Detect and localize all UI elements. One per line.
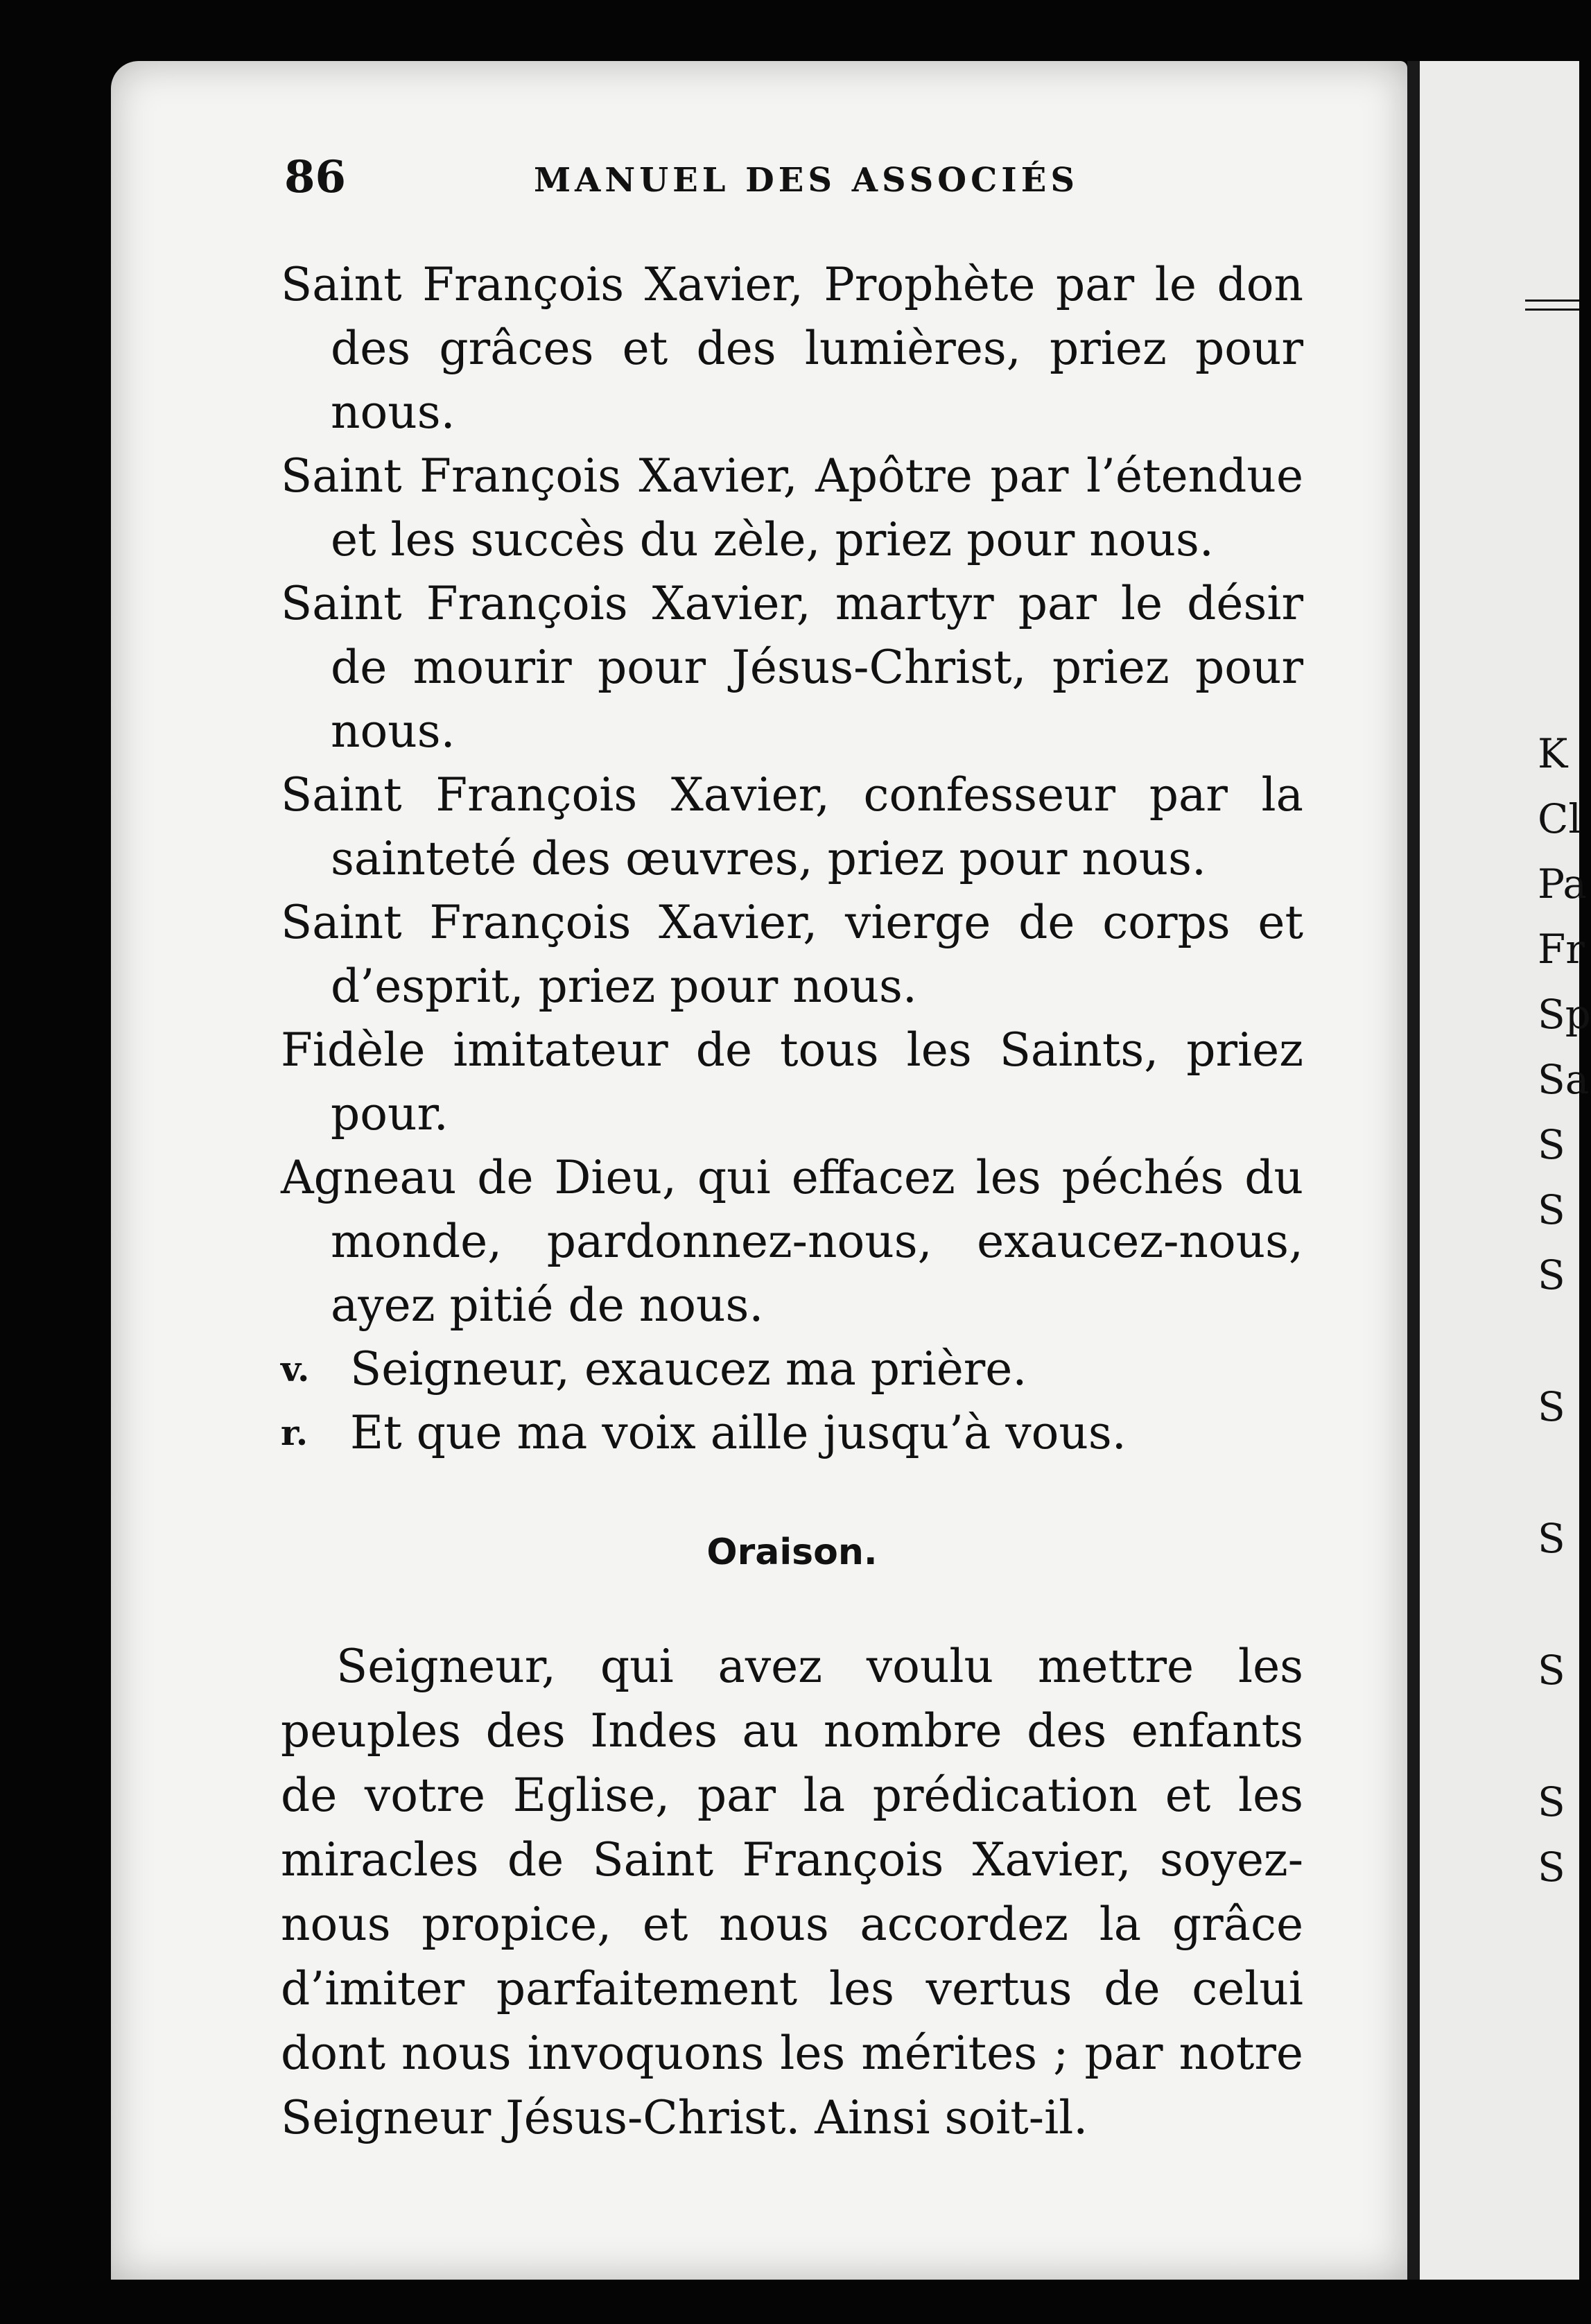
facing-fragment: S bbox=[1538, 1383, 1565, 1430]
facing-fragment: S bbox=[1538, 1251, 1565, 1299]
running-head: MANUEL DES ASSOCIÉS bbox=[534, 161, 1079, 200]
facing-page-rule bbox=[1525, 300, 1579, 311]
litany-invocation: Saint François Xavier, martyr par le désir de mourir pour Jésus-Christ, priez pour nous. bbox=[281, 577, 1303, 758]
section-title: Oraison. bbox=[706, 1532, 878, 1573]
litany-invocation: Fidèle imitateur de tous les Saints, priez pour. bbox=[281, 1023, 1303, 1141]
facing-fragment: S bbox=[1538, 1647, 1565, 1694]
facing-page-fragments bbox=[1538, 721, 1591, 1966]
response-mark: r. bbox=[281, 1412, 308, 1453]
litany-invocation: Saint François Xavier, confesseur par la sainteté des œuvres, priez pour nous. bbox=[281, 768, 1303, 885]
versicle bbox=[281, 1337, 1303, 1401]
page-number: 86 bbox=[284, 151, 347, 203]
facing-fragment: Sa bbox=[1538, 1056, 1590, 1103]
facing-fragment: Pa bbox=[1538, 860, 1587, 908]
versicle-text: Seigneur, exaucez ma prière. bbox=[350, 1342, 1027, 1396]
facing-fragment: S bbox=[1538, 1515, 1565, 1562]
book-gutter bbox=[1407, 61, 1420, 2280]
facing-fragment: S bbox=[1538, 1778, 1565, 1826]
response-text: Et que ma voix aille jusqu’à vous. bbox=[350, 1406, 1127, 1459]
litany-invocation: Saint François Xavier, Prophète par le don des grâces et des lumières, priez pour nous. bbox=[281, 258, 1303, 439]
prayer-paragraph: Seigneur, qui avez voulu mettre les peuples des Indes au nombre des enfants de votre Eglise, par la prédication et les miracles de Saint François Xavier, soyez-nous propice, et nous accordez la grâce d’imiter parfaitement les vertus de celui dont nous invoquons les mérites ; par notre Seigneur Jésus-Christ. Ainsi soit-il. bbox=[281, 1640, 1303, 2144]
litany-invocation: Saint François Xavier, Apôtre par l’étendue et les succès du zèle, priez pour nous. bbox=[281, 449, 1303, 566]
versicle-mark: v. bbox=[281, 1349, 310, 1389]
page-body bbox=[281, 253, 1303, 2150]
facing-fragment: S bbox=[1538, 1186, 1565, 1233]
facing-fragment: Sp bbox=[1538, 991, 1591, 1038]
litany-invocation: Agneau de Dieu, qui effacez les péchés du monde, pardonnez-nous, exaucez-nous, ayez pitié de nous. bbox=[281, 1151, 1303, 1332]
facing-fragment: K bbox=[1538, 730, 1568, 777]
facing-fragment: Fr bbox=[1538, 926, 1585, 973]
page-header bbox=[284, 151, 1283, 207]
facing-fragment: S bbox=[1538, 1121, 1565, 1168]
response bbox=[281, 1401, 1303, 1465]
litany-invocation: Saint François Xavier, vierge de corps et d’esprit, priez pour nous. bbox=[281, 896, 1303, 1013]
facing-fragment: Cl bbox=[1538, 795, 1581, 842]
facing-fragment: S bbox=[1538, 1844, 1565, 1891]
